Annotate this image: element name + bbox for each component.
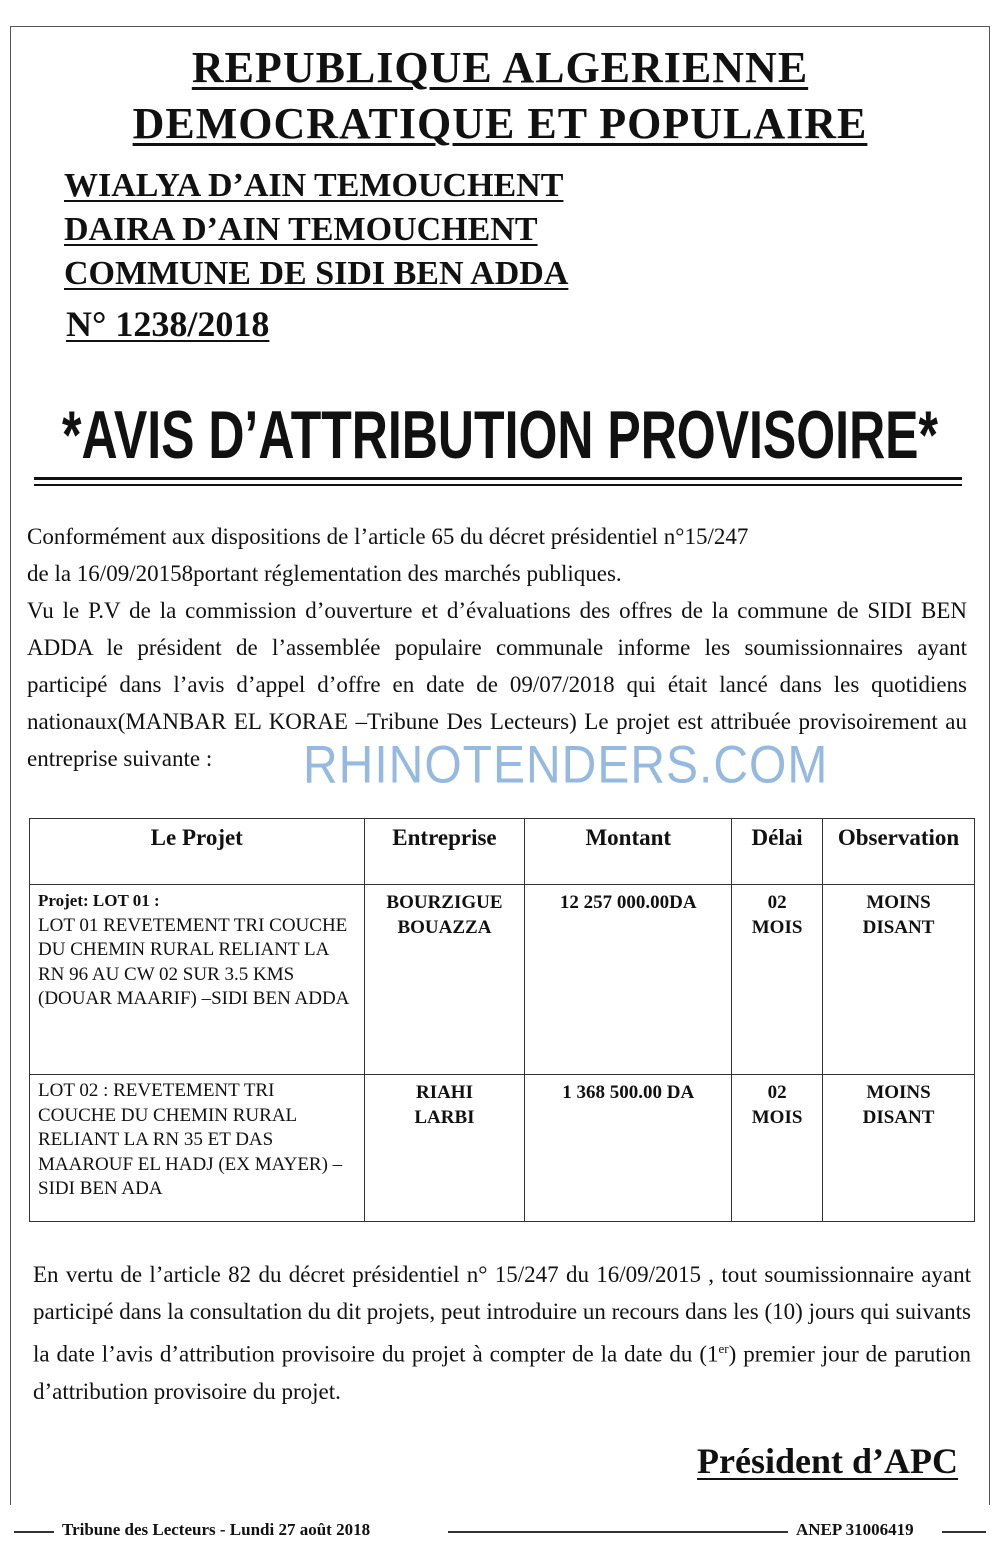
reference-number: N° 1238/2018 — [66, 304, 270, 344]
daira-line: DAIRA D’AIN TEMOUCHENT — [64, 211, 538, 248]
closing-text — [33, 1256, 971, 1410]
delai-value: 02 — [767, 1082, 787, 1103]
observation-line-1: MOINS — [866, 1082, 931, 1103]
watermark: RHINOTENDERS.COM — [303, 736, 829, 795]
col-header-delai: Délai — [732, 819, 823, 885]
footer-anep: ANEP 31006419 — [796, 1520, 914, 1539]
wilaya-line: WIALYA D’AIN TEMOUCHENT — [64, 167, 564, 204]
delai-unit: MOIS — [751, 916, 803, 938]
cell-observation — [823, 1075, 975, 1222]
table-row — [30, 1075, 975, 1222]
footer — [10, 1520, 988, 1544]
footer-rule — [942, 1531, 986, 1533]
footer-rule — [14, 1531, 54, 1533]
notice-title: *AVIS D’ATTRIBUTION PROVISOIRE* — [61, 397, 938, 473]
intro-paragraph-1a: Conformément aux dispositions de l’article 65 du décret présidentiel n°15/247 — [27, 524, 749, 549]
projet-description: LOT 02 : REVETEMENT TRI COUCHE DU CHEMIN RURAL RELIANT LA RN 35 ET DAS MAAROUF EL HADJ (EX MAYER) –SIDI BEN ADA — [38, 1080, 343, 1199]
entreprise-line-2: BOUAZZA — [397, 916, 492, 938]
attribution-table — [29, 818, 975, 1222]
header-line-1: REPUBLIQUE ALGERIENNE — [191, 43, 809, 92]
col-header-montant: Montant — [525, 819, 732, 885]
cell-delai — [732, 885, 823, 1075]
commune-line: COMMUNE DE SIDI BEN ADDA — [64, 255, 569, 292]
col-header-observation: Observation — [823, 819, 975, 885]
table-row — [30, 885, 975, 1075]
footer-rule — [448, 1531, 788, 1533]
closing-text-b: ) premier jour de parution d’attribution provisoire du projet. — [33, 1341, 971, 1404]
projet-description: LOT 01 REVETEMENT TRI COUCHE DU CHEMIN RURAL RELIANT LA RN 96 AU CW 02 SUR 3.5 KMS (DOUAR MAARIF) –SIDI BEN ADDA — [38, 914, 350, 1009]
footer-publication: Tribune des Lecteurs - Lundi 27 août 2018 — [62, 1520, 371, 1539]
title-rule-double — [34, 484, 962, 486]
closing-superscript: er — [718, 1341, 729, 1356]
observation-line-1: MOINS — [866, 892, 931, 913]
entreprise-line-2: LARBI — [414, 1106, 475, 1128]
cell-observation — [823, 885, 975, 1075]
col-header-projet: Le Projet — [30, 819, 365, 885]
closing-text-a: En vertu de l’article 82 du décret présidentiel n° 15/247 du 16/09/2015 , tout soumissionnaire ayant participé dans la consultation du dit projets, peut introduire un recours dans les (10) jours qui suivants la date l’avis d’attribution provisoire du projet à compter de la date du (1 — [33, 1262, 971, 1367]
entreprise-line-1: BOURZIGUE — [386, 892, 503, 913]
delai-value: 02 — [767, 892, 787, 913]
closing-paragraph — [33, 1256, 971, 1410]
entreprise-line-1: RIAHI — [415, 1082, 473, 1103]
cell-projet — [30, 885, 365, 1075]
intro-paragraph-1b: de la 16/09/20158portant réglementation des marchés publiques. — [27, 561, 622, 586]
header-line-2: DEMOCRATIQUE ET POPULAIRE — [132, 99, 868, 148]
cell-projet — [30, 1075, 365, 1222]
delai-unit: MOIS — [751, 1106, 803, 1128]
observation-line-2: DISANT — [862, 916, 935, 938]
cell-montant: 12 257 000.00DA — [525, 885, 732, 1075]
signature: Président d’APC — [697, 1441, 958, 1481]
table-header-row — [30, 819, 975, 885]
cell-montant: 1 368 500.00 DA — [525, 1075, 732, 1222]
cell-entreprise — [364, 1075, 525, 1222]
cell-delai — [732, 1075, 823, 1222]
cell-entreprise — [364, 885, 525, 1075]
intro-paragraph-2: Vu le P.V de la commission d’ouverture et d’évaluations des offres de la commune de SIDI BEN ADDA le président de l’assemblée populaire communale informe les soumissionnaires ayant participé dans l’avis d’appel d’offre en date de 09/07/2018 qui était lancé dans les quotidiens nationaux(MANBAR EL KORAE –Tribune Des Lecteurs) Le projet est attribuée provisoirement au entreprise suivante : — [27, 598, 967, 771]
title-rule — [34, 477, 962, 480]
projet-label: Projet: LOT 01 : — [38, 891, 160, 910]
observation-line-2: DISANT — [862, 1106, 935, 1128]
col-header-entreprise: Entreprise — [364, 819, 525, 885]
